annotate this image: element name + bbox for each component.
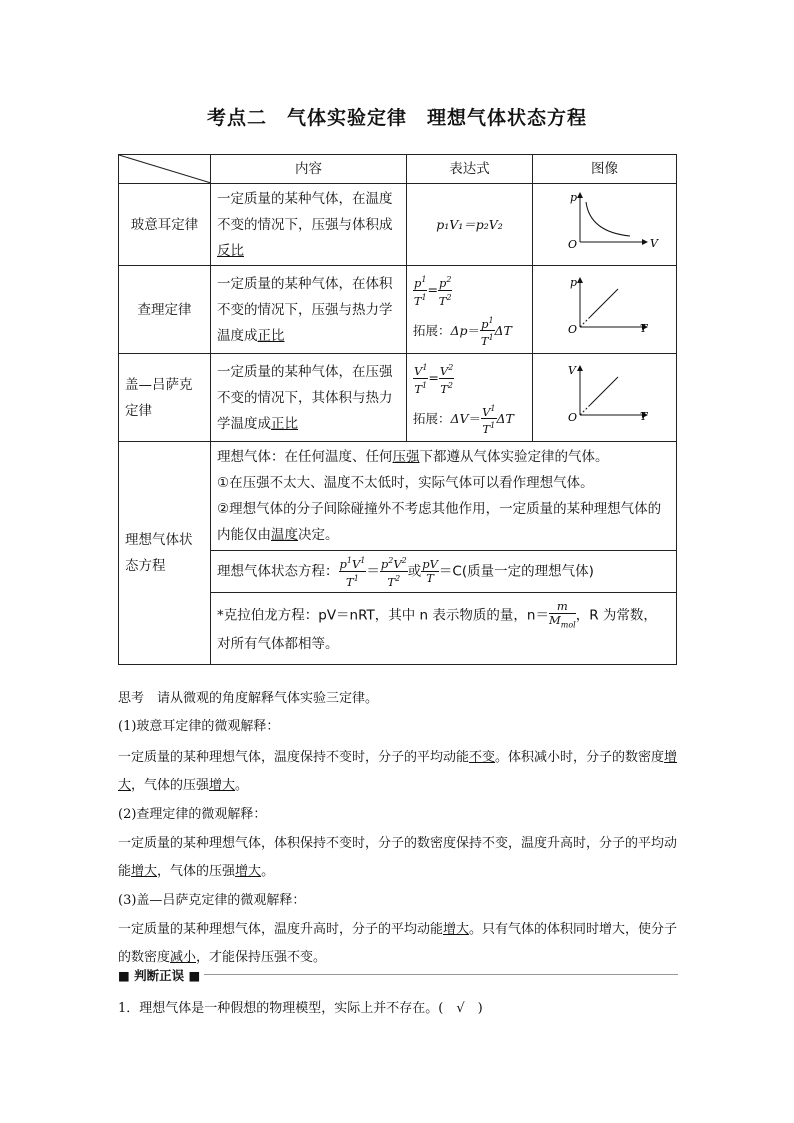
law-name-gaylussac: 盖—吕萨克定律 [119,354,211,442]
ideal-equation: 理想气体状态方程： $\frac{p^1V^1}{T^1}$ ＝ $\frac{p^2V^2}{T^2}$ 或 $\frac{pV}{T}$ ＝C(质量一定的理想气体) [211,551,677,593]
header-content: 内容 [211,155,407,184]
judge-section-divider [118,966,678,982]
svg-text:p: p [569,276,577,289]
isobar-graph-icon [560,363,650,423]
content-boyle: 一定质量的某种气体，在温度不变的情况下，压强与体积成反比 [211,184,407,266]
judge-question-1: 1．理想气体是一种假想的物理模型，实际上并不存在。( √ ) [118,1001,483,1016]
law-name-ideal: 理想气体状态方程 [119,442,211,665]
ideal-definition: 理想气体：在任何温度、任何压强下都遵从气体实验定律的气体。 ①在压强不太大、温度不太低时，实际气体可以看作理想气体。 ②理想气体的分子间除碰撞外不考虑其他作用，一定质量的某种理想气体的内能仅由温度决定。 [211,442,677,551]
svg-text:T: T [639,410,647,423]
think-text-1: 一定质量的某种理想气体，温度保持不变时，分子的平均动能不变。体积减小时，分子的数密度增大，气体的压强增大。 [118,750,678,793]
isochore-graph-icon [560,275,650,335]
header-graph: 图像 [533,155,677,184]
law-name-boyle: 玻意耳定律 [119,184,211,266]
svg-text:p: p [569,191,577,204]
gas-laws-table [118,154,677,665]
formula-boyle: p₁V₁＝p₂V₂ [407,184,533,266]
graph-boyle [533,184,677,266]
think-heading-2: (2)查理定律的微观解释： [118,807,267,822]
table-row-boyle [119,184,677,266]
svg-text:V: V [567,364,576,377]
diagonal-header-cell [119,155,211,184]
table-row-gaylussac [119,354,677,442]
table-row-charles [119,266,677,354]
formula-gaylussac: $\frac{V^1}{T^1}$ = $\frac{V^2}{T^2}$ 拓展：ΔV＝ $\frac{V^1}{T^1}$ ΔT [407,354,533,442]
formula-charles: $\frac{p^1}{T^1}$ = $\frac{p^2}{T^2}$ 拓展：Δp＝ $\frac{p^1}{T^1}$ ΔT [407,266,533,354]
content-gaylussac: 一定质量的某种气体，在压强不变的情况下，其体积与热力学温度成正比 [211,354,407,442]
graph-gaylussac [533,354,677,442]
judge-section-label: ■ 判断正误 ■ [118,966,204,984]
think-text-2: 一定质量的某种理想气体，体积保持不变时，分子的数密度保持不变，温度升高时，分子的平均动能增大，气体的压强增大。 [118,836,678,879]
clapeyron-equation: *克拉伯龙方程：pV＝nRT，其中 n 表示物质的量，n＝ $\frac{m}{M_{mol}}$ ，R 为常数，对所有气体都相等。 [211,593,677,665]
svg-text:T: T [639,322,647,335]
svg-text:O: O [567,323,577,336]
header-formula: 表达式 [407,155,533,184]
table-header-row [119,155,677,184]
content-charles: 一定质量的某种气体，在体积不变的情况下，压强与热力学温度成正比 [211,266,407,354]
svg-text:O: O [567,411,577,424]
graph-charles [533,266,677,354]
think-section [118,688,678,972]
think-text-3: 一定质量的某种理想气体，温度升高时，分子的平均动能增大。只有气体的体积同时增大，使分子的数密度减小，才能保持压强不变。 [118,922,678,965]
think-intro: 思考 请从微观的角度解释气体实验三定律。 [118,691,379,706]
think-heading-3: (3)盖—吕萨克定律的微观解释： [118,893,306,908]
law-name-charles: 查理定律 [119,266,211,354]
isotherm-graph-icon [560,190,658,251]
svg-text:O: O [567,238,577,251]
svg-text:V: V [649,237,658,250]
think-heading-1: (1)玻意耳定律的微观解释： [118,719,280,734]
table-row-ideal-def [119,442,677,551]
page-title: 考点二 气体实验定律 理想气体状态方程 [206,107,587,129]
